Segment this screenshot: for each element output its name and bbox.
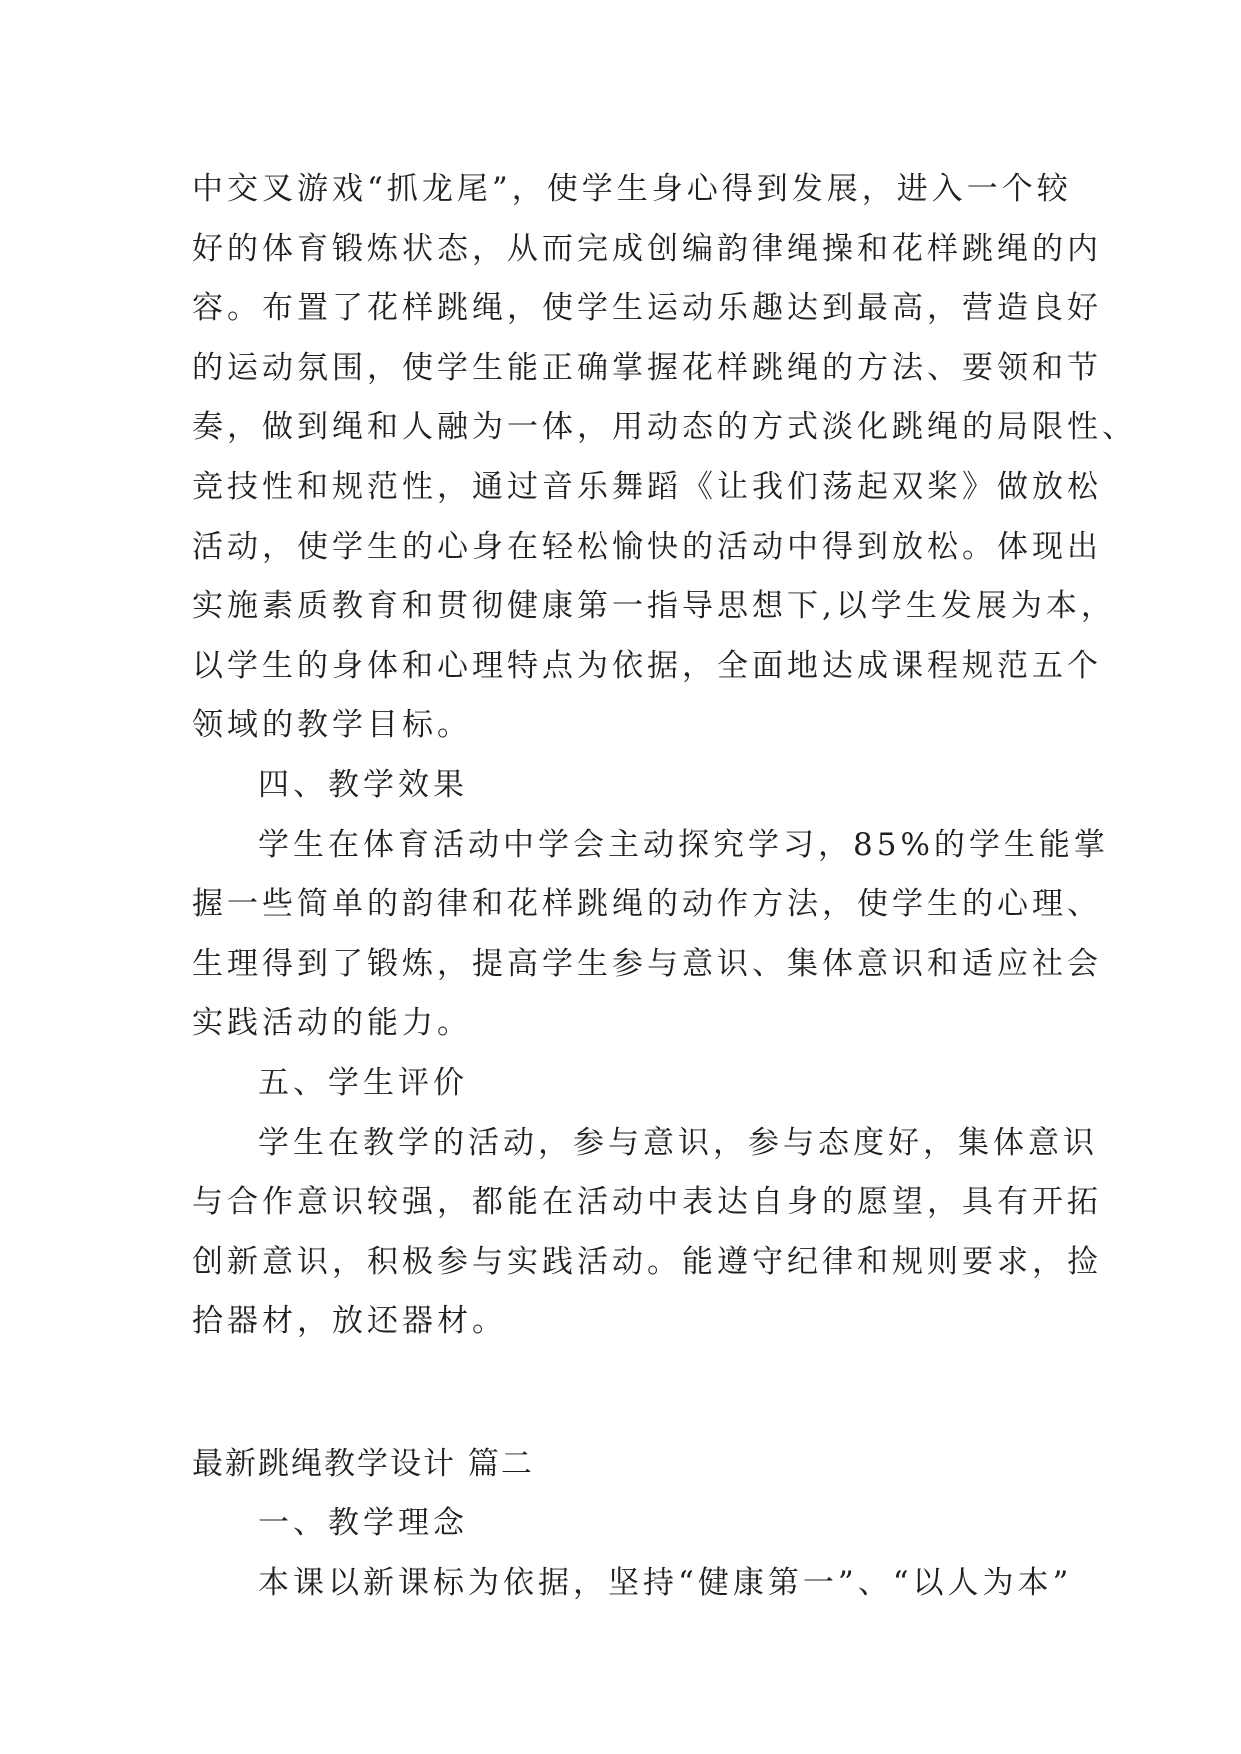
text-line: 领域的教学目标。 <box>192 707 472 744</box>
text-line: 与合作意识较强，都能在活动中表达自身的愿望，具有开拓 <box>192 1184 1102 1221</box>
section-gap <box>192 1352 1072 1435</box>
text-line: 五、学生评价 <box>258 1064 468 1101</box>
text-line: 生理得到了锻炼，提高学生参与意识、集体意识和适应社会 <box>192 945 1102 982</box>
text-line: 实施素质教育和贯彻健康第一指导思想下,以学生发展为本， <box>192 588 1116 625</box>
text-line: 好的体育锻炼状态，从而完成创编韵律绳操和花样跳绳的内 <box>192 230 1102 267</box>
text-line: 的运动氛围，使学生能正确掌握花样跳绳的方法、要领和节 <box>192 349 1102 386</box>
document-body <box>192 160 1137 1614</box>
text-line: 拾器材，放还器材。 <box>192 1303 507 1340</box>
text-line: 奏，做到绳和人融为一体，用动态的方式淡化跳绳的局限性、 <box>192 409 1137 446</box>
section-two-text <box>192 1494 1072 1613</box>
text-line: 握一些简单的韵律和花样跳绳的动作方法，使学生的心理、 <box>192 886 1102 923</box>
section-title: 最新跳绳教学设计 篇二 <box>192 1445 534 1482</box>
text-line: 学生在体育活动中学会主动探究学习，85%的学生能掌 <box>258 826 1109 863</box>
text-line: 活动，使学生的心身在轻松愉快的活动中得到放松。体现出 <box>192 528 1102 565</box>
text-line: 实践活动的能力。 <box>192 1005 472 1042</box>
text-line: 竞技性和规范性，通过音乐舞蹈《让我们荡起双桨》做放松 <box>192 468 1102 505</box>
text-line: 容。布置了花样跳绳，使学生运动乐趣达到最高，营造良好 <box>192 290 1102 327</box>
text-line: 以学生的身体和心理特点为依据，全面地达成课程规范五个 <box>192 647 1102 684</box>
text-line: 本课以新课标为依据，坚持“健康第一”、“以人为本” <box>258 1565 1073 1602</box>
section-one-text <box>192 160 1137 1352</box>
text-line: 学生在教学的活动，参与意识，参与态度好，集体意识 <box>258 1124 1098 1161</box>
text-line: 中交叉游戏“抓龙尾”，使学生身心得到发展，进入一个较 <box>192 171 1072 207</box>
text-line: 创新意识，积极参与实践活动。能遵守纪律和规则要求，捡 <box>192 1243 1102 1280</box>
text-line: 四、教学效果 <box>258 766 468 803</box>
text-line: 一、教学理念 <box>258 1505 468 1542</box>
